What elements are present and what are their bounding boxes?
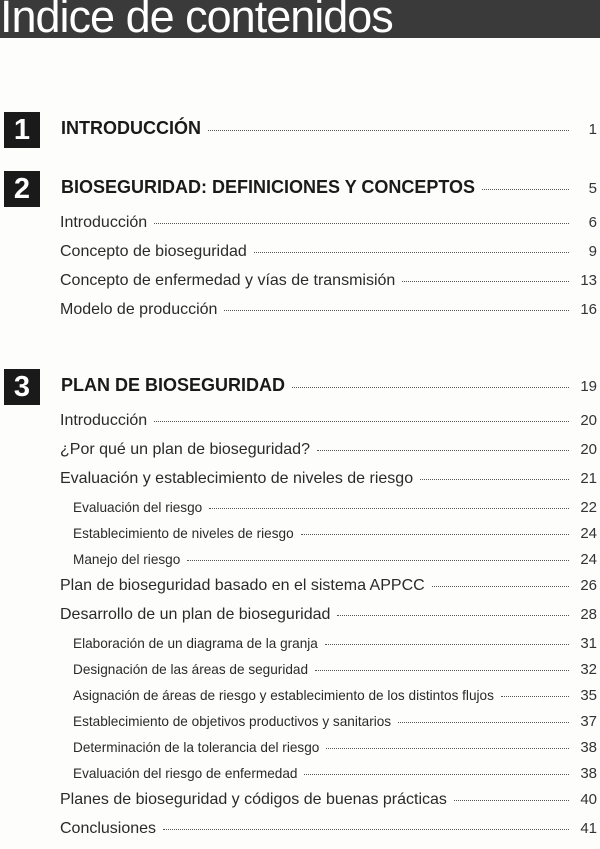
dot-leader — [154, 421, 569, 422]
page-number: 20 — [580, 412, 597, 429]
chapter-sections — [0, 214, 600, 330]
dot-leader — [402, 281, 569, 282]
entry-label: Establecimiento de niveles de riesgo — [73, 526, 294, 541]
toc-subsection-entry[interactable] — [73, 687, 597, 713]
toc-subsection-entry[interactable] — [73, 525, 597, 551]
dot-leader — [209, 508, 569, 509]
page-number: 35 — [580, 687, 597, 704]
chapter-heading[interactable] — [0, 369, 600, 405]
toc-subsection-entry[interactable] — [73, 713, 597, 739]
dot-leader — [317, 450, 569, 451]
dot-leader — [432, 586, 569, 587]
chapter-entry[interactable] — [61, 375, 597, 396]
entry-label: Evaluación y establecimiento de niveles de riesgo — [60, 470, 414, 487]
toc-section-entry[interactable] — [60, 243, 597, 272]
entry-label: Conclusiones — [60, 820, 157, 837]
chapter-entry[interactable] — [61, 177, 597, 198]
entry-label: Asignación de áreas de riesgo y establecimiento de los distintos flujos — [73, 688, 494, 703]
page-number: 40 — [580, 791, 597, 808]
entry-label: Desarrollo de un plan de bioseguridad — [60, 606, 331, 623]
toc-subsection-entry[interactable] — [73, 635, 597, 661]
toc-section-entry[interactable] — [60, 606, 597, 635]
dot-leader — [325, 644, 569, 645]
chapter-title: PLAN DE BIOSEGURIDAD — [61, 375, 286, 395]
page-number: 24 — [580, 551, 597, 568]
entry-label: Elaboración de un diagrama de la granja — [73, 636, 318, 651]
toc-section-entry[interactable] — [60, 441, 597, 470]
toc-subsection-entry[interactable] — [73, 739, 597, 765]
entry-label: Designación de las áreas de seguridad — [73, 662, 309, 677]
page-number: 26 — [580, 577, 597, 594]
chapter-heading[interactable] — [0, 171, 600, 207]
page-number: 28 — [580, 606, 597, 623]
page-header — [0, 0, 600, 38]
toc-section-entry[interactable] — [60, 214, 597, 243]
page-number: 5 — [588, 180, 597, 197]
dot-leader — [482, 189, 569, 190]
chapter-number-badge: 2 — [4, 171, 40, 207]
chapter-number-badge: 3 — [4, 369, 40, 405]
entry-label: Evaluación del riesgo de enfermedad — [73, 766, 298, 781]
toc-section-entry[interactable] — [60, 412, 597, 441]
dot-leader — [187, 560, 569, 561]
chapter-3 — [0, 369, 600, 849]
toc-section-entry[interactable] — [60, 272, 597, 301]
dot-leader — [337, 615, 569, 616]
page-number: 19 — [580, 378, 597, 395]
entry-label: ¿Por qué un plan de bioseguridad? — [60, 441, 310, 458]
page-number: 24 — [580, 525, 597, 542]
dot-leader — [420, 479, 569, 480]
page-number: 41 — [580, 820, 597, 837]
toc-subsection-entry[interactable] — [73, 551, 597, 577]
entry-label: Concepto de bioseguridad — [60, 243, 247, 260]
dot-leader — [292, 387, 569, 388]
page-number: 31 — [580, 635, 597, 652]
entry-label: Concepto de enfermedad y vías de transmisión — [60, 272, 396, 289]
page-number: 32 — [580, 661, 597, 678]
dot-leader — [224, 310, 569, 311]
entry-label: Introducción — [60, 412, 148, 429]
entry-label: Establecimiento de objetivos productivos y sanitarios — [73, 714, 392, 729]
page-number: 37 — [580, 713, 597, 730]
page-title: Indice de contenidos — [0, 0, 393, 38]
toc-subsection-entry[interactable] — [73, 765, 597, 791]
entry-label: Introducción — [60, 214, 148, 231]
page-number: 21 — [580, 470, 597, 487]
dot-leader — [301, 534, 569, 535]
page-number: 22 — [580, 499, 597, 516]
dot-leader — [326, 748, 569, 749]
entry-label: Manejo del riesgo — [73, 552, 181, 567]
dot-leader — [208, 130, 569, 131]
dot-leader — [304, 774, 569, 775]
entry-label: Plan de bioseguridad basado en el sistema APPCC — [60, 577, 425, 594]
entry-label: Evaluación del riesgo — [73, 500, 203, 515]
dot-leader — [315, 670, 569, 671]
page-number: 13 — [580, 272, 597, 289]
chapter-title: BIOSEGURIDAD: DEFINICIONES Y CONCEPTOS — [61, 177, 476, 197]
chapter-sections — [0, 412, 600, 849]
entry-label: Planes de bioseguridad y códigos de buenas prácticas — [60, 791, 447, 808]
chapter-heading[interactable] — [0, 112, 600, 148]
page-number: 16 — [580, 301, 597, 318]
toc-subsection-entry[interactable] — [73, 499, 597, 525]
chapter-entry[interactable] — [61, 118, 597, 139]
dot-leader — [454, 800, 569, 801]
toc-subsection-entry[interactable] — [73, 661, 597, 687]
chapter-1 — [0, 112, 600, 155]
toc-section-entry[interactable] — [60, 470, 597, 499]
entry-label: Determinación de la tolerancia del riesgo — [73, 740, 320, 755]
dot-leader — [163, 829, 569, 830]
page-number: 20 — [580, 441, 597, 458]
page-number: 6 — [588, 214, 597, 231]
toc-section-entry[interactable] — [60, 820, 597, 849]
dot-leader — [154, 223, 569, 224]
page-number: 38 — [580, 765, 597, 782]
toc-section-entry[interactable] — [60, 301, 597, 330]
dot-leader — [398, 722, 569, 723]
page-number: 9 — [588, 243, 597, 260]
chapter-title: INTRODUCCIÓN — [61, 118, 201, 138]
page-number: 1 — [588, 121, 597, 138]
dot-leader — [501, 696, 569, 697]
dot-leader — [254, 252, 569, 253]
entry-label: Modelo de producción — [60, 301, 218, 318]
toc-section-entry[interactable] — [60, 577, 597, 606]
chapter-number-badge: 1 — [4, 112, 40, 148]
toc-section-entry[interactable] — [60, 791, 597, 820]
chapter-2 — [0, 171, 600, 330]
page-number: 38 — [580, 739, 597, 756]
